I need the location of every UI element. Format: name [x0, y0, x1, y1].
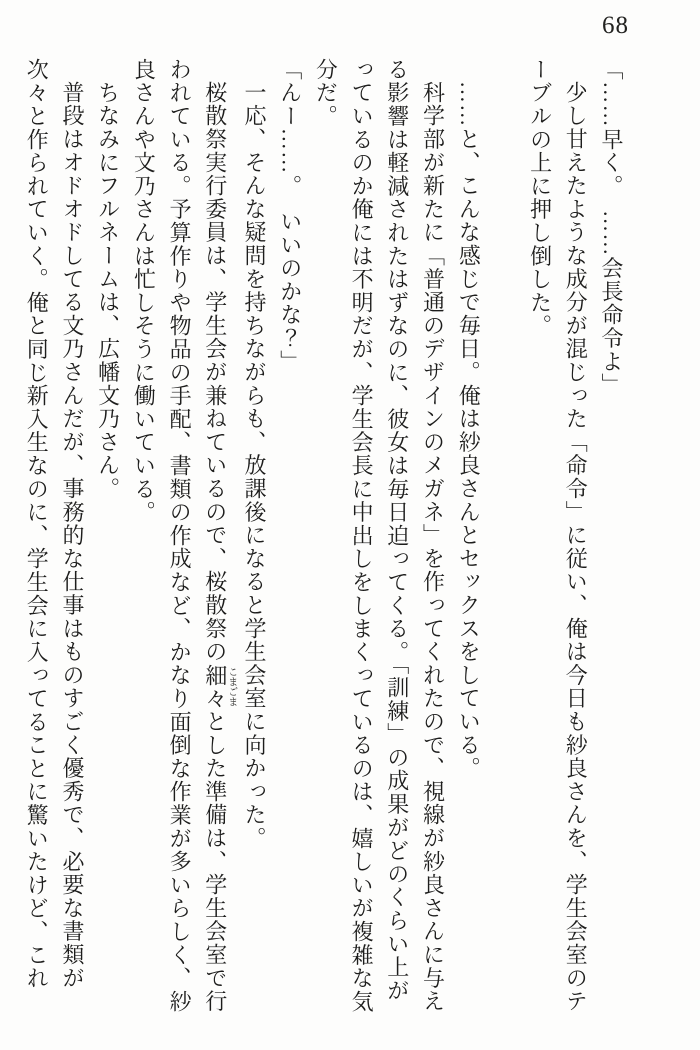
dialogue-paragraph: 「んー……。 いいのかな？」 [277, 58, 303, 374]
dialogue-paragraph: 「……早く。 ……会長命令よ」 [599, 58, 624, 397]
narration-paragraph: 科学部が新たに「普通のデザインのメガネ」を作ってくれたので、視線が紗良さんに与える影響は軽減されたはずなのに、彼女は毎日迫ってくる。「訓練」の成果がどのくらい上がっているのか俺には不明だが、学生会長に中出しをしまくっているのは、嬉しいが複雑な気分だ。 [313, 58, 446, 1014]
narration-paragraph: 普段はオドオドしてる文乃さんだが、事務的な仕事はものすごく優秀で、必要な書類が次々と作られていく。俺と同じ新入生なのに、学生会に入ってることに驚いたけど、これ [24, 58, 85, 990]
narration-paragraph: 一応、そんな疑問を持ちながらも、放課後になると学生会室に向かった。 [241, 81, 267, 851]
page-number: 68 [602, 12, 629, 39]
narration-paragraph: ……と、こんな感じで毎日。俺は紗良さんとセックスをしている。 [456, 81, 482, 781]
blank-line [486, 58, 522, 1018]
narration-paragraph: 桜散祭実行委員は、学生会が兼ねているので、桜散祭の細々こまごまとした準備は、学生会室で行われている。予算作りや物品の手配、書類の作成など、かなり面倒な作業が多いらしく、紗良さんや文乃さんは忙しそうに働いている。 [131, 58, 237, 1014]
ruby-annotated-word: 細々こまごま [202, 663, 237, 711]
narration-paragraph: ちなみにフルネームは、広幡文乃さん。 [95, 81, 121, 501]
furigana: こまごま [225, 663, 237, 711]
narration-paragraph: 少し甘えたような成分が混じった「命令」に従い、俺は今日も紗良さんを、学生会室のテーブルの上に押し倒した。 [527, 58, 589, 1014]
vertical-text-block [19, 58, 629, 1018]
